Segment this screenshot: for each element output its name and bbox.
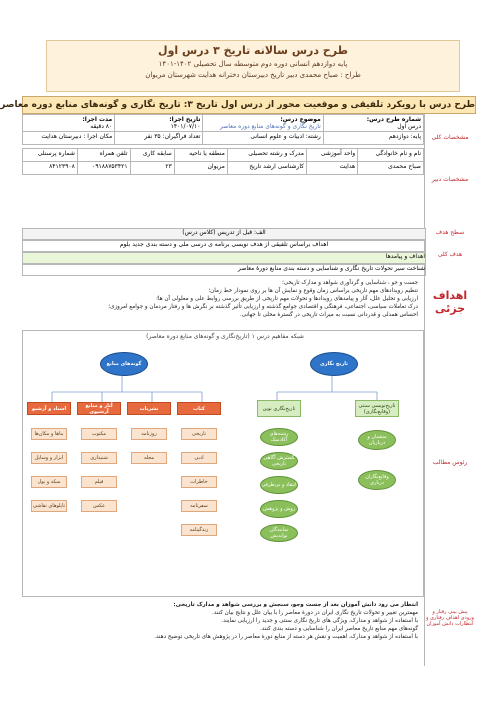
region-label: منطقه یا ناحیه [174,149,227,162]
name-value: صباح محمدی [358,162,424,175]
partial-goal-item: احساس همدلی و قدردانی نسبت به میراث تاریخی در گسترۀ محلی تا جهانی. [240,312,418,318]
goals-header: اهداف و پیامدها [22,252,426,264]
plan-no-cell: شماره طرح درس: درس اول [323,115,423,132]
field-cell: رشته: ادبیات و علوم انسانی [203,132,323,145]
side-partial-goals: اهداف جزئی [432,289,468,315]
root-right: تاریخ نگاری [310,352,358,376]
staff-value: ۸۴۱۲۳۹۰۸ [23,162,78,175]
right-item: منشیان و درباریان [358,430,396,450]
left-item: تاریخی [181,428,217,440]
unit-value: هدایت [307,162,358,175]
subject-cell: موضوع درس: تاریخ نگاری و گونه‌های منابع دوره معاصر [203,115,323,132]
right-cat: تاریخ‌نویسی سنتی (وقایع‌نگاری) [355,400,399,417]
right-item: وقایع‌نگاران درباری [358,470,396,490]
concept-map-title: شبکه مفاهیم درس ۱ (تاریخ‌نگاری و گونه‌های منابع دوره معاصر) [146,333,304,340]
section-a: الف: قبل از تدریس (کلاس درس) [22,228,426,240]
footer-list [22,600,422,642]
partial-goals-list [22,278,422,320]
side-goal-level: سطح هدف [435,229,465,236]
header-box [46,40,460,92]
footer-item: گونه‌های مهم منابع تاریخ معاصر ایران را شناسایی و دسته بندی کنند. [260,626,418,632]
region-value: مریوان [174,162,227,175]
root-left: گونه‌های منابع [100,352,148,376]
left-item: ابزار و وسایل [31,452,67,464]
main-title: طرح درس با رویکرد تلفیقی و موقعیت محور از درس اول تاریخ ۳: تاریخ نگاری و گونه‌های منابع دوره معاصر [22,96,476,114]
side-general: مشخصات کلی [431,134,469,141]
exp-label: سابقه کاری [130,149,174,162]
partial-goal-item: تنظیم رویدادهای مهم تاریخی براساس زمان وقوع و نمایش آن ها بر روی نمودار خط زمان؛ [208,288,418,294]
left-item: سکه و پول [31,476,67,488]
left-item: مکتوب [81,428,117,440]
left-cat: نشریات [127,402,171,415]
partial-goal-item: ارزیابی و تحلیل علل، آثار و پیامدهای رویدادها و تحولات مهم تاریخی از طریق بررسی روابط علی و معلولی آن ها؛ [156,296,418,302]
header-author: طراح : صباح محمدی دبیر تاریخ دبیرستان دخترانه هدایت شهرستان مریوان [145,71,361,79]
teacher-table [22,148,424,175]
side-main-steps: رئوس مطالب [432,459,468,466]
partial-goal-item: جست و جو ، شناسایی و گردآوری شواهد و مدارک تاریخی؛ [281,280,418,286]
right-item: گسترش آگاهی تاریخی [260,452,298,470]
left-item: ادبی [181,452,217,464]
side-prerequisite: پیش بینی رفتار و ورودی اهداف رفتاری و انتظارات دانش آموزان [426,609,474,627]
left-item: شنیداری [81,452,117,464]
exp-value: ۲۳ [130,162,174,175]
left-item: تابلوهای نقاشی [31,500,67,512]
left-item: خاطرات [181,476,217,488]
grade-cell: پایه: دوازدهم [323,132,423,145]
left-item: عکس [81,500,117,512]
side-column [424,114,475,666]
phone-value: ۰۹۱۸۸۷۵۳۴۲۱ [77,162,130,175]
right-item: نمایندگان نو‌اندیش [260,524,298,542]
unit-label: واحد آموزشی [307,149,358,162]
goal-line: اهداف براساس تلفیقی از هدف نویسی برنامه ی درسی ملی و دسته بندی جدید بلوم [22,240,426,252]
duration-cell: مدت اجرا: ۸۰ دقیقه [23,115,115,132]
right-item: انتقاد و بی‌طرفی [260,476,298,494]
staff-label: شماره پرسنلی [23,149,78,162]
footer-item: با استفاده از شواهد و مدارک، ویژگی های تاریخ نگاری سنتی و جدید را ارزیابی نمایند. [221,618,418,624]
side-teacher: مشخصات دبیر [431,176,469,183]
footer-intro: انتظار می رود دانش آموزان بعد از جست وجو، سنجش و بررسی شواهد و مدارک تاریخی: [173,602,418,608]
degree-value: کارشناسی ارشد تاریخ [227,162,306,175]
degree-label: مدرک و رشته تحصیلی [227,149,306,162]
footer-item: مهمترین تغییر و تحولات تاریخ نگاری ایران در دورۀ معاصر را با بیان علل و نتایج بیان کنند. [212,610,418,616]
name-label: نام و نام خانوادگی [358,149,424,162]
left-cat: آثار و منابع آرشیوی [77,402,121,415]
left-cat: اسناد و آرشیو [27,402,71,415]
phone-label: تلفن همراه [77,149,130,162]
left-item: مجله [131,452,167,464]
count-cell: تعداد فراگیران: ۳۵ نفر [115,132,203,145]
left-item: بناها و مکان‌ها [31,428,67,440]
left-item: روزنامه [131,428,167,440]
place-cell: مکان اجرا : دبیرستان هدایت [23,132,115,145]
left-item: زندگینامه [181,524,217,536]
left-item: سفرنامه [181,500,217,512]
header-title: طرح درس سالانه تاریخ ۳ درس اول [158,44,348,57]
side-general-goal: هدف کلی [437,251,463,258]
date-cell: تاریخ اجرا: ۱۴۰۱/۰۷/۱۰ [115,115,203,132]
footer-item: با استفاده از شواهد و مدارک، اهمیت و نقش هر دسته از منابع دورۀ معاصر را در پژوهش های تاریخی توضیح دهند. [154,634,418,640]
left-item: فیلم [81,476,117,488]
right-item: روش و پژوهش [260,500,298,518]
left-cat: کتاب [177,402,221,415]
right-item: رشته‌های آکادمیک [260,428,298,446]
info-table [22,114,424,145]
partial-goal-item: درک تعاملات سیاسی، اجتماعی، فرهنگی و اقتصادی جوامع گذشته و ارزیابی تأثیر گذشته بر نگرش ها و رفتار مردمان و جوامع امروزی؛ [108,304,418,310]
right-cat: تاریخ‌نگاری نوین [257,400,301,417]
general-goal: شناخت سیر تحولات تاریخ نگاری و شناسایی و دسته بندی منابع دورۀ معاصر [22,264,426,276]
header-subtitle: پایه دوازدهم انسانی دوره دوم متوسطه سال تحصیلی ۱۴۰۲-۱۴۰۱ [158,60,348,68]
